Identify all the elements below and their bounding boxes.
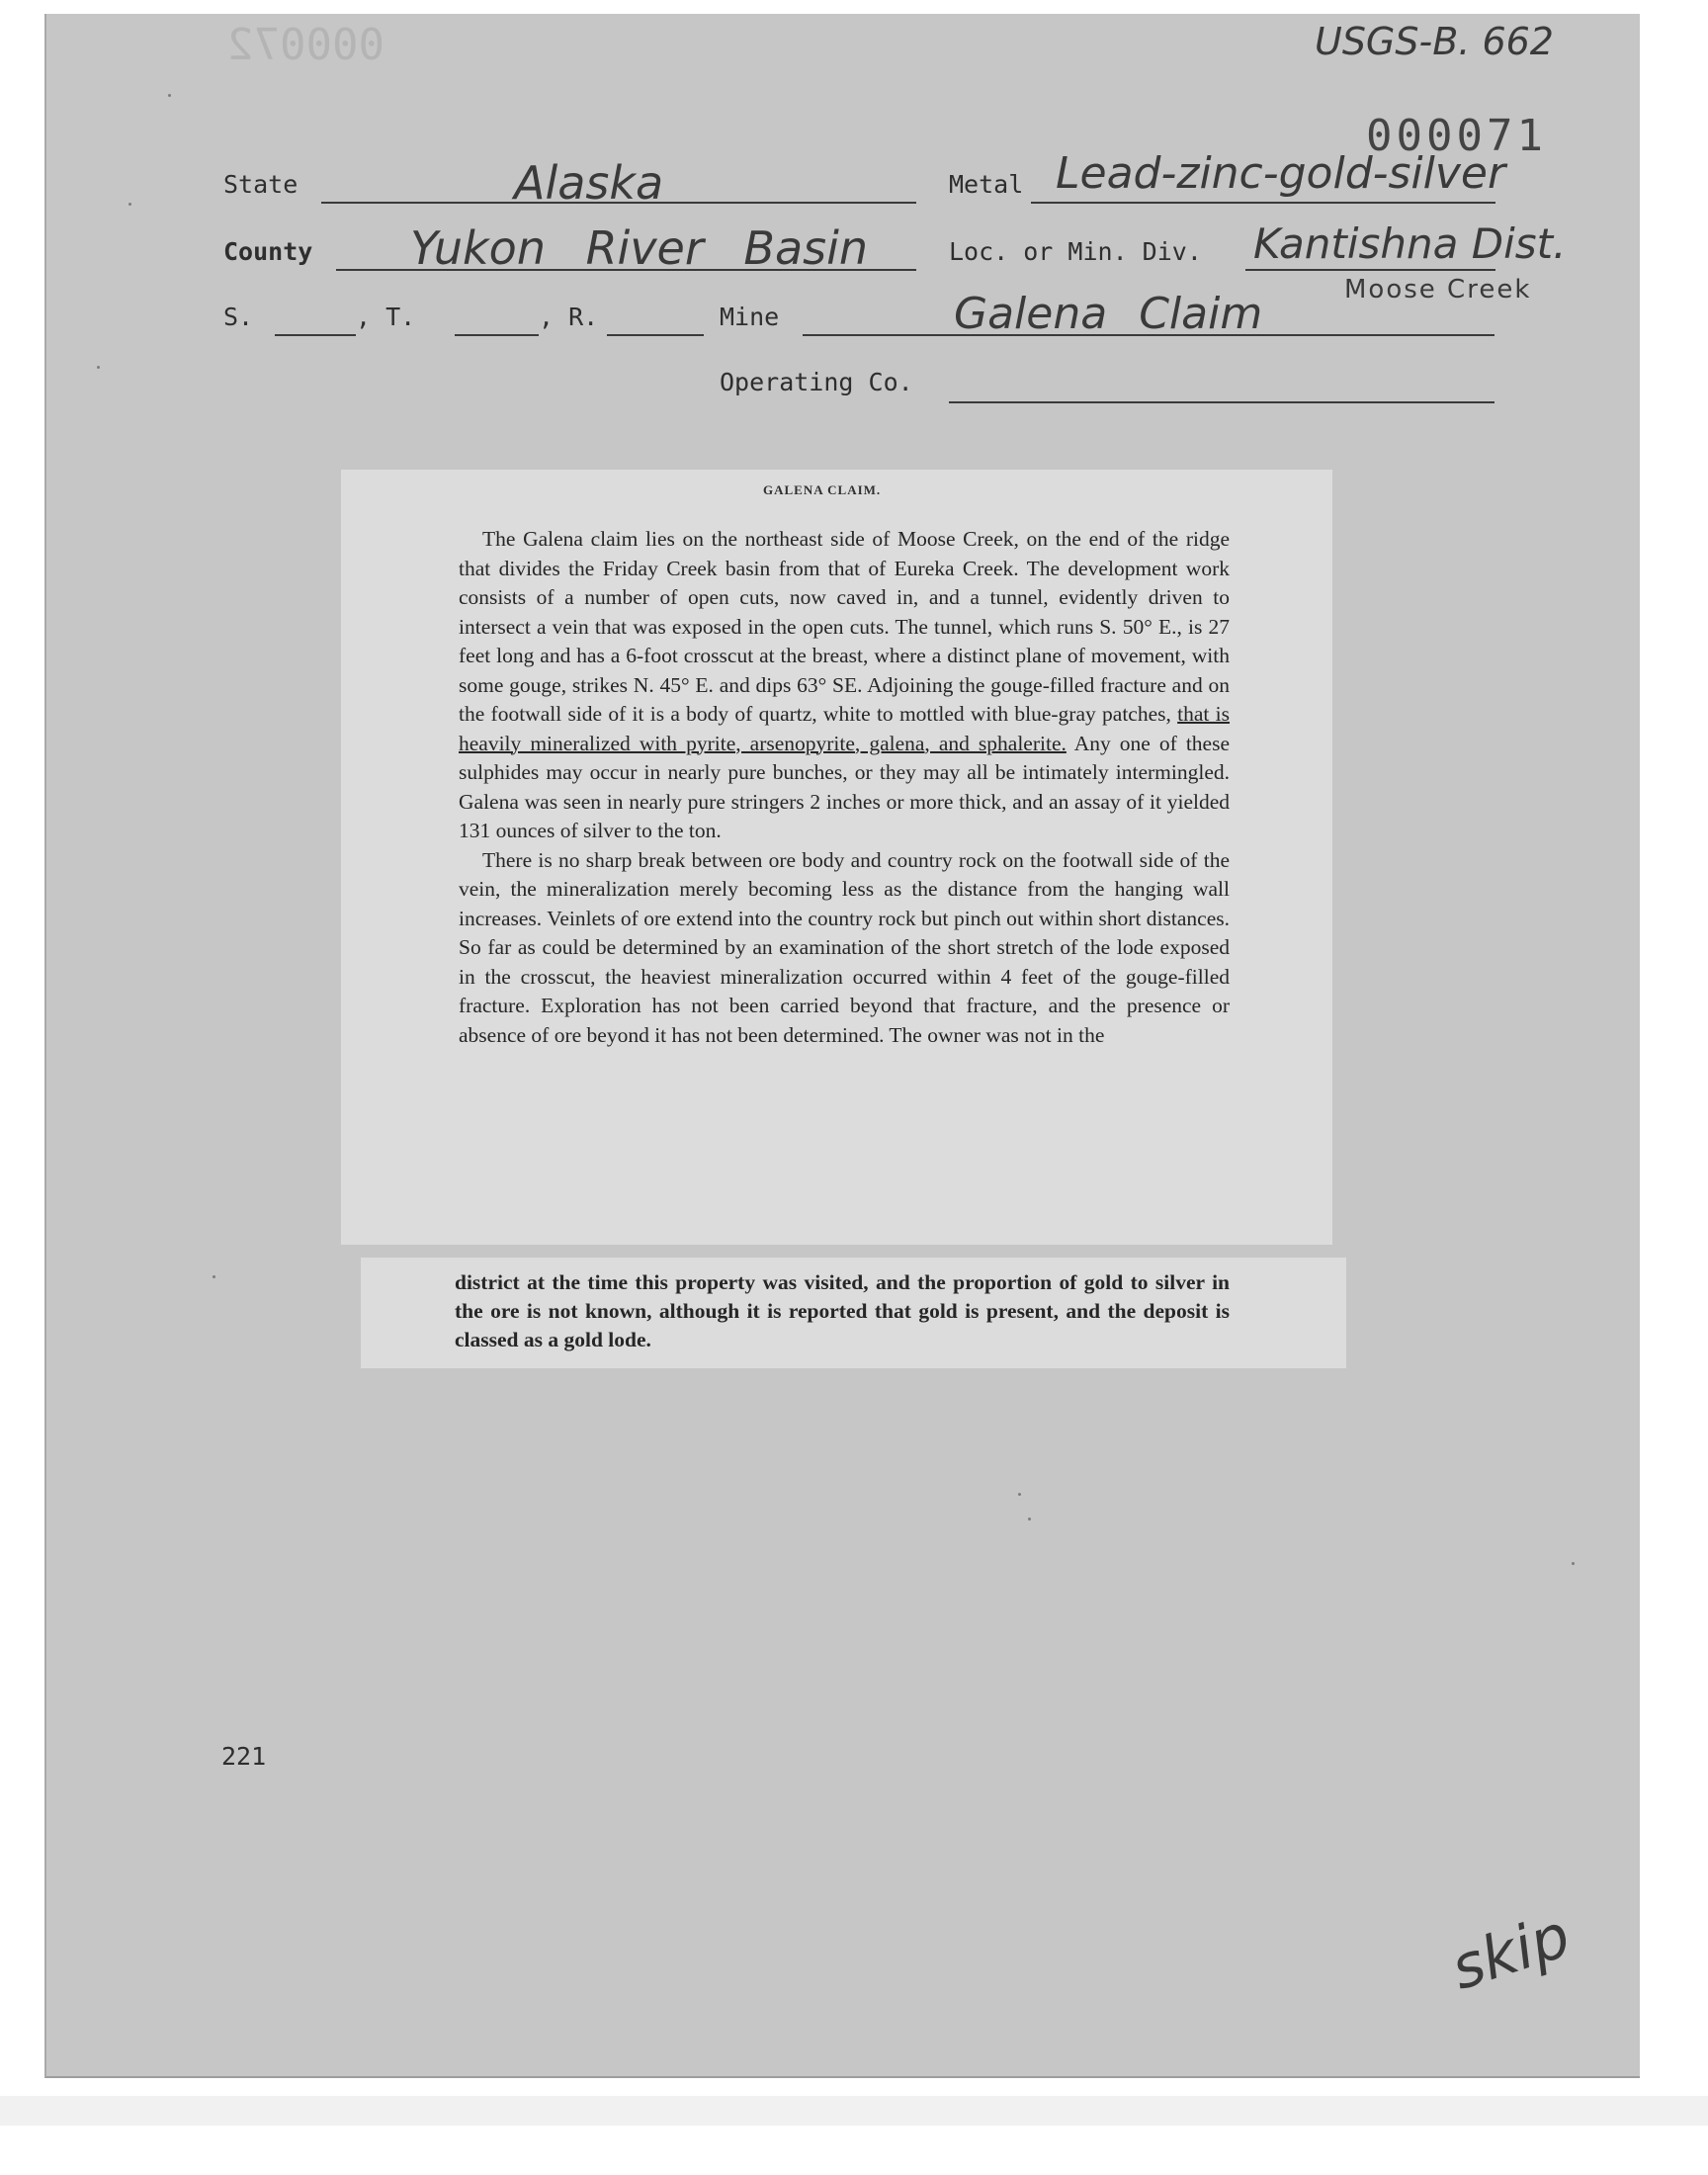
- catalog-reference: USGS-B. 662: [1315, 20, 1554, 63]
- scan-speck: [128, 203, 131, 206]
- page-number: 221: [221, 1742, 267, 1771]
- metal-line: [1031, 202, 1495, 204]
- section-label: S.: [223, 303, 254, 331]
- state-label: State: [223, 170, 299, 199]
- division-note: Moose Creek: [1344, 275, 1532, 304]
- scan-margin: [0, 2096, 1708, 2126]
- scan-speck: [168, 94, 171, 97]
- township-label: , T.: [356, 303, 416, 331]
- clipping-continuation-text: [455, 1268, 1230, 1354]
- operating-label: Operating Co.: [720, 368, 913, 396]
- clipping-title: GALENA CLAIM.: [763, 482, 882, 497]
- ghost-record-number: 000072: [227, 20, 384, 70]
- division-value: Kantishna Dist.: [1253, 219, 1567, 268]
- metal-value: Lead-zinc-gold-silver: [1056, 148, 1506, 199]
- clipping-body: [459, 525, 1230, 1050]
- paragraph-2: There is no sharp break between ore body and country rock on the footwall side of the vein, the mineralization merely becoming less as the distance from the hanging wall increases. Veinlets of ore extend into the country rock but pinch out within short distances. So far as could be determined by an examination of the short stretch of the lode exposed in the crosscut, the heaviest mineralization occurred within 4 feet of the gouge-filled fracture. Exploration has not been carried beyond that fracture, and the presence or absence of ore beyond it has not been determined. The owner was not in the: [459, 847, 1230, 1047]
- metal-label: Metal: [949, 170, 1024, 199]
- operating-line: [949, 401, 1494, 403]
- range-line: [607, 334, 704, 336]
- scan-speck: [97, 366, 100, 369]
- scan-speck: [1572, 1562, 1575, 1565]
- underlined-text: that is heavily mineralized with pyrite, arsenopyrite, galena, and sphalerite.: [459, 702, 1230, 755]
- paragraph-3: district at the time this property was visited, and the proportion of gold to silver in the ore is not known, although it is reported that gold is present, and the deposit is classed as a gold lode.: [455, 1270, 1230, 1351]
- division-label: Loc. or Min. Div.: [949, 237, 1202, 266]
- county-value: Yukon River Basin: [410, 221, 869, 275]
- state-value: Alaska: [514, 156, 664, 210]
- mine-value: Galena Claim: [954, 289, 1263, 339]
- skip-annotation: skip: [1443, 1901, 1579, 2004]
- township-line: [455, 334, 539, 336]
- scan-speck: [1018, 1493, 1021, 1496]
- range-label: , R.: [539, 303, 599, 331]
- county-label: County: [223, 237, 313, 266]
- scan-speck: [1028, 1518, 1031, 1521]
- scan-speck: [213, 1275, 215, 1278]
- section-line: [275, 334, 356, 336]
- division-line: [1245, 269, 1495, 271]
- paragraph-1: The Galena claim lies on the northeast side of Moose Creek, on the end of the ridge that divides the Friday Creek basin from that of Eureka Creek. The development work consists of a number of open cuts, now caved in, and a tunnel, evidently driven to intersect a vein that was exposed in the open cuts. The tunnel, which runs S. 50° E., is 27 feet long and has a 6-foot crosscut at the breast, where a distinct plane of movement, with some gouge, strikes N. 45° E. and dips 63° SE. Adjoining the gouge-filled fracture and on the footwall side of it is a body of quartz, white to mottled with blue-gray patches, that is heavily mineralized with pyrite, arsenopyrite, galena, and sphalerite. Any one of these sulphides may occur in nearly pure bunches, or they may all be intimately intermingled. Galena was seen in nearly pure stringers 2 inches or more thick, and an assay of it yielded 131 ounces of silver to the ton.: [459, 527, 1230, 842]
- record-number: 000071: [1366, 111, 1547, 161]
- mine-label: Mine: [720, 303, 780, 331]
